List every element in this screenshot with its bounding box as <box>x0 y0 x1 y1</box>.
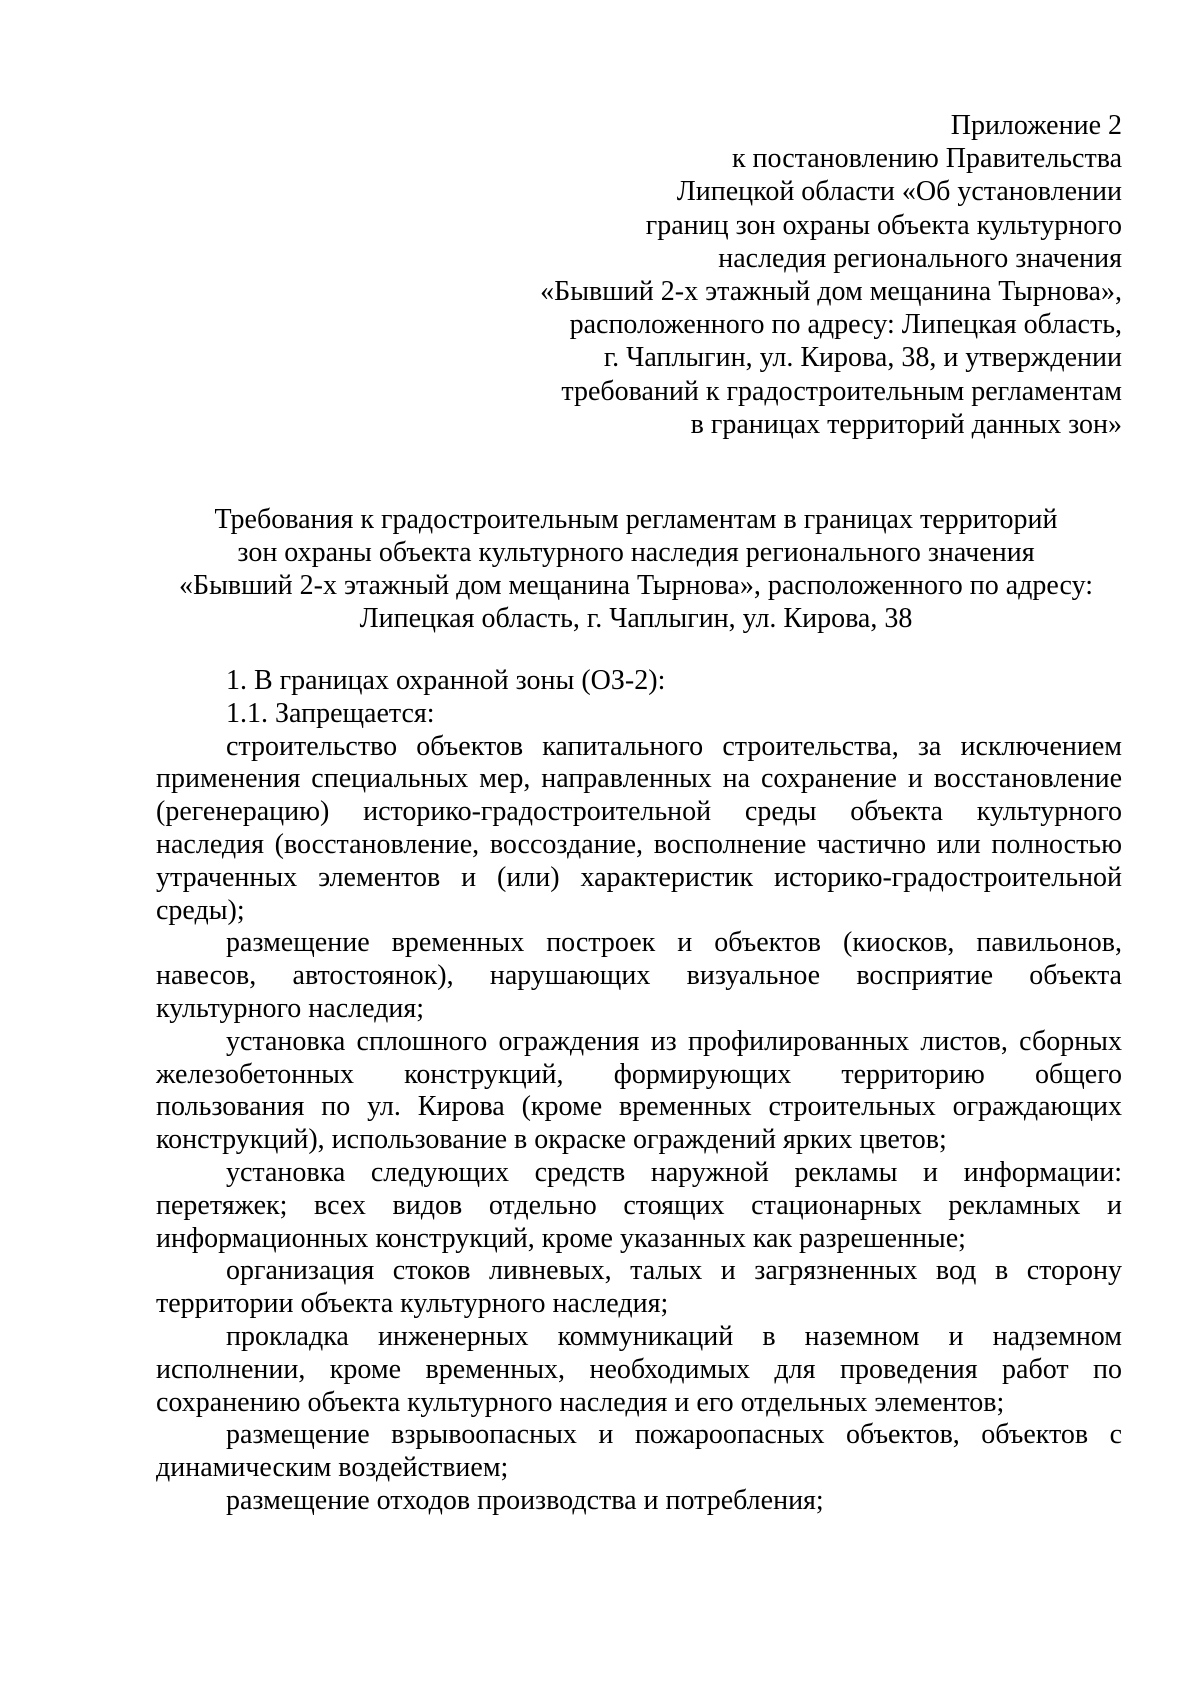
section-heading: 1. В границах охранной зоны (ОЗ-2): <box>226 665 666 696</box>
paragraph-line: организация стоков ливневых, талых и загрязненных вод в сторону <box>226 1255 1122 1287</box>
prohibition-item <box>156 731 1122 928</box>
prohibition-item <box>156 1485 1122 1518</box>
paragraph-line: строительство объектов капитального строительства, за исключением <box>226 730 1122 762</box>
paragraph-line: железобетонных конструкций, формирующих территорию общего <box>156 1058 1122 1090</box>
appendix-header-line: Липецкой области «Об установлении <box>676 176 1122 208</box>
paragraph-line: установка следующих средств наружной рекламы и информации: <box>226 1156 1122 1188</box>
appendix-header-line: к постановлению Правительства <box>731 143 1122 175</box>
document-title-line: Липецкая область, г. Чаплыгин, ул. Кирова, 38 <box>359 603 913 634</box>
paragraph-line: конструкций), использование в окраске ограждений ярких цветов; <box>156 1124 947 1156</box>
paragraph-line: исполнении, кроме временных, необходимых для проведения работ по <box>156 1353 1122 1385</box>
appendix-header-line: Приложение 2 <box>950 110 1122 141</box>
paragraph-line: пользования по ул. Кирова (кроме временных строительных ограждающих <box>156 1091 1122 1123</box>
document-title-line: зон охраны объекта культурного наследия регионального значения <box>237 537 1035 568</box>
appendix-header-line: «Бывший 2-х этажный дом мещанина Тырнова», <box>540 276 1122 308</box>
appendix-header-line: наследия регионального значения <box>718 242 1122 274</box>
appendix-header-line: расположенного по адресу: Липецкая область, <box>569 309 1122 341</box>
document-body <box>156 665 1122 1518</box>
document-title-line: Требования к градостроительным регламентам в границах территорий <box>214 504 1058 535</box>
paragraph-line: перетяжек; всех видов отдельно стоящих стационарных рекламных и <box>156 1189 1122 1221</box>
paragraph-line: наследия (восстановление, воссоздание, восполнение частично или полностью <box>156 828 1122 860</box>
paragraph-line: территории объекта культурного наследия; <box>156 1288 669 1320</box>
prohibition-item <box>156 1419 1122 1485</box>
prohibition-item <box>156 1255 1122 1321</box>
paragraph-line: среды); <box>156 894 245 926</box>
document-title <box>150 503 1122 635</box>
paragraph-line: применения специальных мер, направленных на сохранение и восстановление <box>156 763 1122 795</box>
paragraph-line: культурного наследия; <box>156 992 425 1024</box>
paragraph-line: установка сплошного ограждения из профилированных листов, сборных <box>226 1025 1122 1057</box>
paragraph-line: прокладка инженерных коммуникаций в наземном и надземном <box>226 1320 1122 1352</box>
prohibition-item <box>156 927 1122 1025</box>
appendix-header-line: требований к градостроительным регламентам <box>561 375 1122 407</box>
paragraph-line: информационных конструкций, кроме указанных как разрешенные; <box>156 1222 966 1254</box>
appendix-header-line: г. Чаплыгин, ул. Кирова, 38, и утверждении <box>603 342 1122 374</box>
subsection-heading: 1.1. Запрещается: <box>226 697 435 729</box>
appendix-header-line: границ зон охраны объекта культурного <box>645 209 1122 241</box>
document-title-line: «Бывший 2-х этажный дом мещанина Тырнова», расположенного по адресу: <box>178 570 1093 601</box>
paragraph-line: сохранению объекта культурного наследия и его отдельных элементов; <box>156 1386 1005 1418</box>
prohibition-item <box>156 1157 1122 1255</box>
appendix-header <box>402 109 1122 441</box>
paragraph-line: размещение взрывоопасных и пожароопасных объектов, объектов с <box>226 1419 1122 1451</box>
paragraph-line: размещение отходов производства и потребления; <box>226 1484 824 1516</box>
paragraph-line: утраченных элементов и (или) характеристик историко-градостроительной <box>156 861 1122 893</box>
paragraph-line: навесов, автостоянок), нарушающих визуальное восприятие объекта <box>156 960 1122 992</box>
paragraph-line: динамическим воздействием; <box>156 1452 509 1484</box>
paragraph-line: (регенерацию) историко-градостроительной среды объекта культурного <box>156 796 1122 828</box>
paragraph-line: размещение временных построек и объектов (киосков, павильонов, <box>226 927 1122 959</box>
prohibition-item <box>156 1026 1122 1157</box>
appendix-header-line: в границах территорий данных зон» <box>690 408 1122 440</box>
prohibition-item <box>156 1321 1122 1419</box>
